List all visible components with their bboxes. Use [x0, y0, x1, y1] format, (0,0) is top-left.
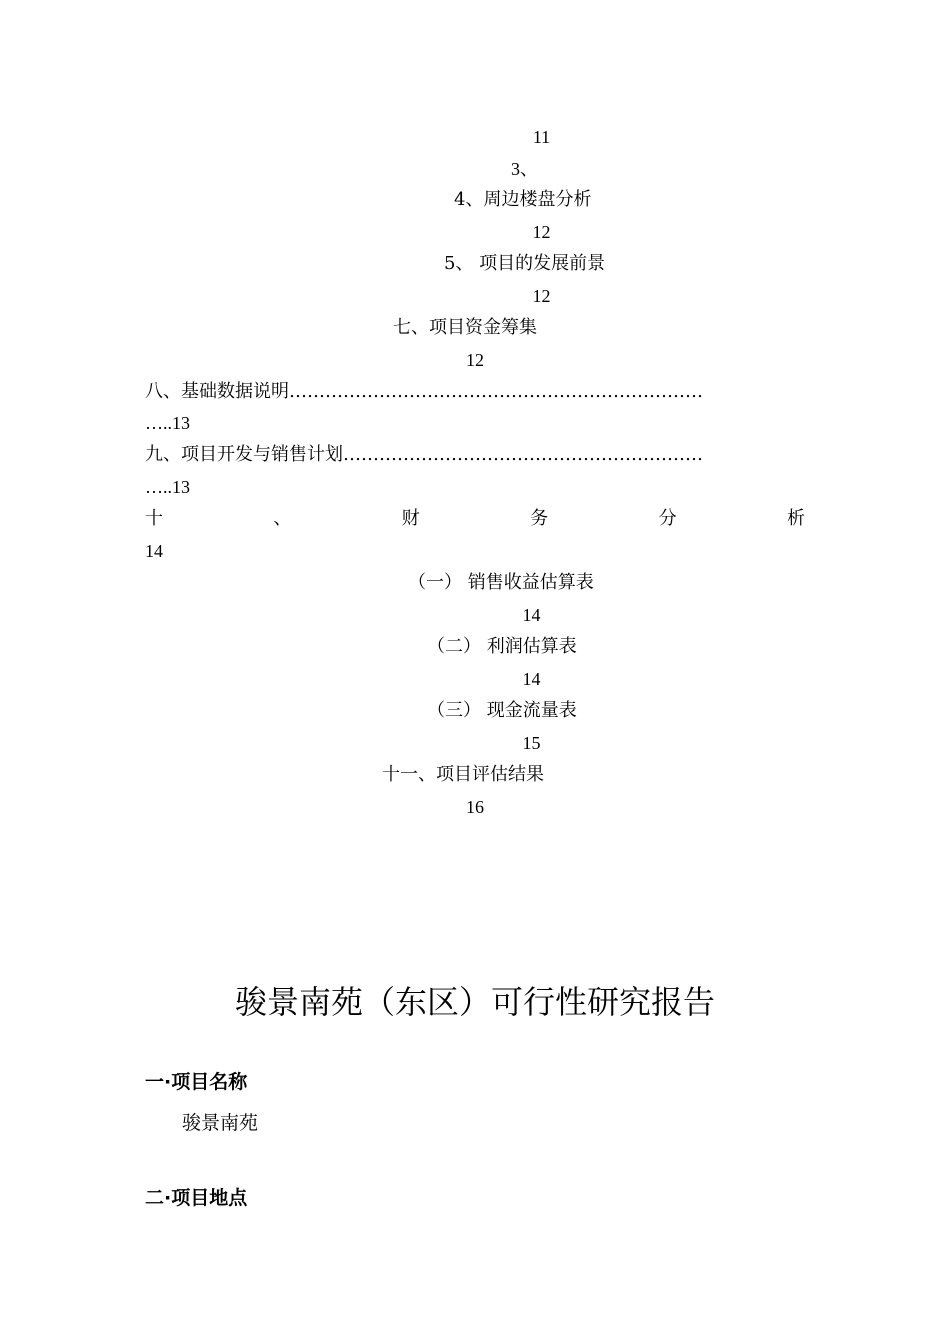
report-title: 骏景南苑（东区）可行性研究报告	[234, 983, 715, 1021]
toc-page-number: 12	[466, 350, 484, 370]
section-heading: 一·项目名称	[145, 1071, 248, 1093]
section-body: 骏景南苑	[182, 1112, 259, 1134]
toc-item-financial-analysis	[145, 507, 805, 531]
toc-page-number: 14	[145, 541, 163, 561]
toc-item: 5、 项目的发展前景	[444, 253, 606, 274]
section-heading: 二·项目地点	[145, 1187, 248, 1209]
toc-page-number: 14	[522, 669, 541, 689]
toc-char: 析	[786, 508, 805, 529]
toc-item: 八、基础数据说明……………………………………………………………	[145, 381, 703, 402]
toc-item: （二） 利润估算表	[427, 636, 577, 657]
toc-char: 、	[273, 508, 292, 529]
toc-page-number: 16	[466, 797, 484, 817]
toc-char: 务	[530, 508, 549, 529]
toc-item: 十一、项目评估结果	[382, 764, 544, 785]
toc-item: 九、项目开发与销售计划……………………………………………………	[145, 444, 703, 465]
toc-char: 十	[145, 508, 163, 529]
toc-char: 财	[401, 508, 420, 529]
toc-item: 七、项目资金筹集	[393, 317, 537, 338]
toc-page-number: 15	[522, 733, 541, 753]
toc-page-number: 12	[532, 286, 551, 306]
toc-page-number: …..13	[145, 413, 190, 433]
toc-item: 3、	[511, 159, 538, 179]
toc-page-number: …..13	[145, 477, 190, 497]
toc-char: 分	[658, 508, 677, 529]
toc-page-number: 11	[532, 127, 551, 147]
toc-item: 4、周边楼盘分析	[454, 189, 592, 210]
toc-item: （三） 现金流量表	[427, 700, 577, 721]
toc-page-number: 14	[522, 605, 541, 625]
toc-page-number: 12	[532, 222, 551, 242]
toc-item: （一） 销售收益估算表	[408, 572, 594, 593]
